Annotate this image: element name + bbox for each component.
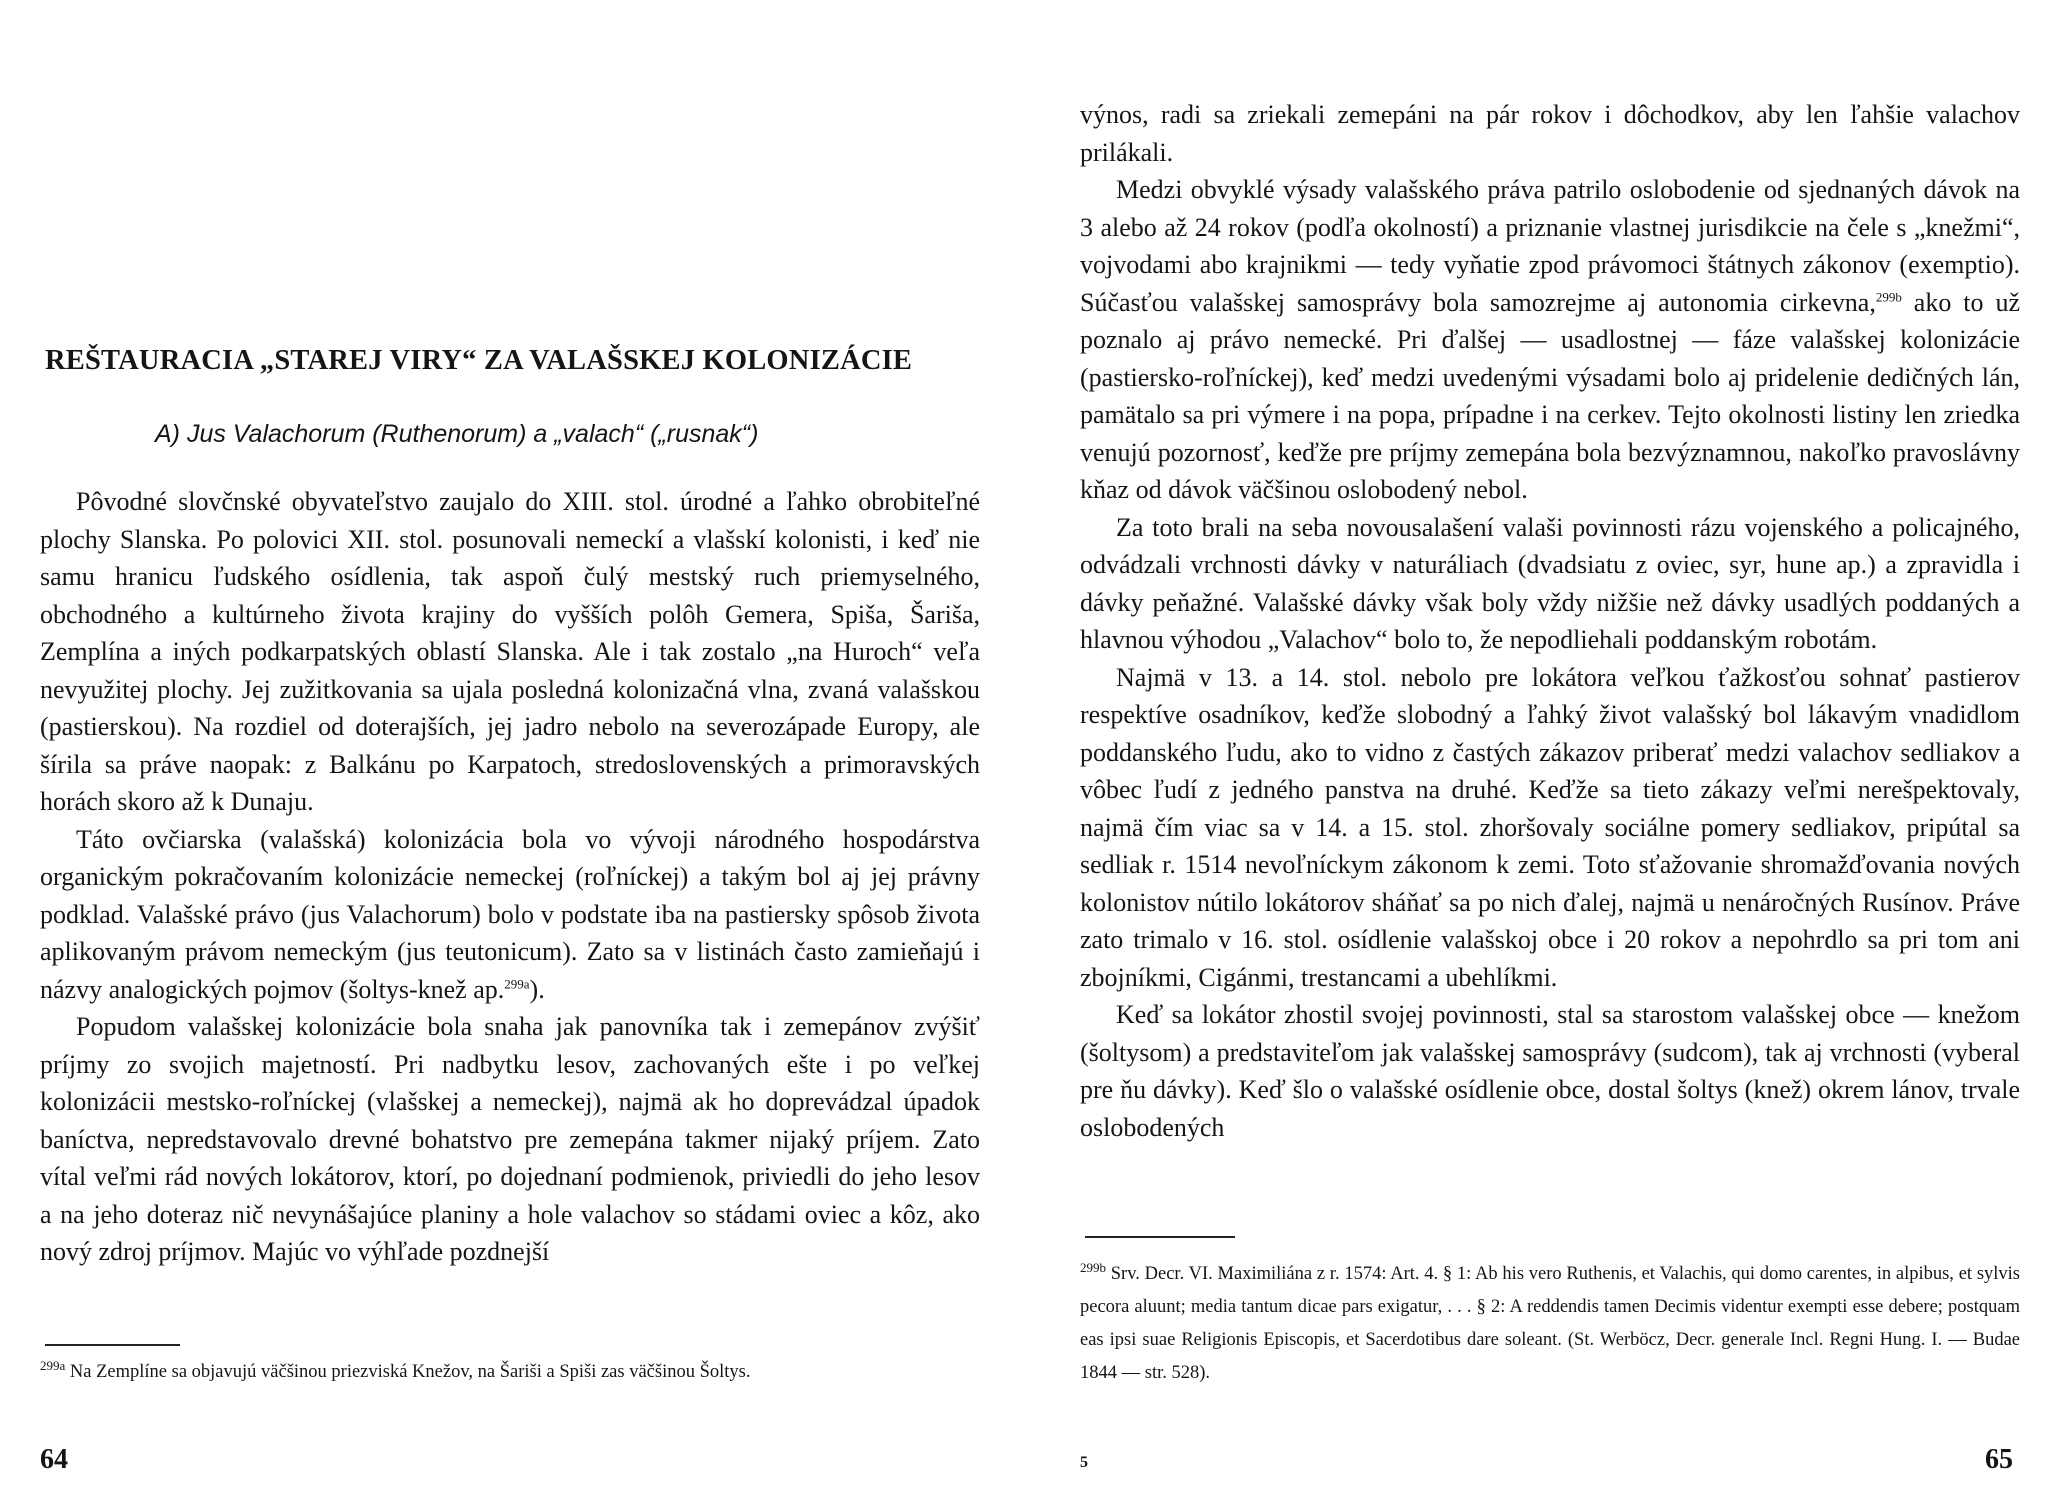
paragraph-text: Medzi obvyklé výsady valašského práva patrilo oslobodenie od sjednaných dávok na 3 alebo až 24 rokov (podľa okolností) a priznanie vlastnej jurisdikcie na čele s „knežmi“, vojvodami abo krajnikmi — tedy vyňatie zpod právomoci štátnych zákonov (exemptio). Súčasťou valašskej samosprávy bola samozrejme aj autonomia cirkevna, bbox=[1080, 175, 2020, 317]
paragraph: Pôvodné slovčnské obyvateľstvo zaujalo do XIII. stol. úrodné a ľahko obrobiteľné plochy Slanska. Po polovici XII. stol. posunovali nemeckí a vlašskí kolonisti, i keď nie samu hranicu ľudského osídlenia, tak aspoň čulý mestský ruch priemyselného, obchodného a kultúrneho života krajiny do vyšších polôh Gemera, Spiša, Šariša, Zemplína a iných podkarpatských oblastí Slanska. Ale i tak zostalo „na Huroch“ veľa nevyužitej plochy. Jej zužitkovania sa ujala posledná kolonizačná vlna, zvaná valašskou (pastierskou). Na rozdiel od doterajších, jej jadro nebolo na severozápade Europy, ale šírila sa práve naopak: z Balkánu po Karpatoch, stredoslovenských a primoravských horách skoro až k Dunaju. bbox=[40, 487, 980, 816]
footnote-mark: 299b bbox=[1080, 1259, 1106, 1275]
printer-signature: 5 bbox=[1080, 1454, 1088, 1471]
left-body-text bbox=[40, 483, 980, 1271]
paragraph: Keď sa lokátor zhostil svojej povinnosti, stal sa starostom valašskej obce — knežom (šoltysom) a predstaviteľom jak valašskej samosprávy (sudcom), tak aj vrchnosti (vyberal pre ňu dávky). Keď šlo o valašské osídlenie obce, dostal šoltys (knež) okrem lánov, trvale oslobodených bbox=[1080, 1000, 2020, 1142]
footnote-text: Srv. Decr. VI. Maximiliána z r. 1574: Art. 4. § 1: Ab his vero Ruthenis, et Valachis, qui domo carentes, in alpibus, et sylvis pecora aluunt; media tantum dicae pars exigatur, . . . § 2: A reddendis tamen Decimis videntur exempti esse debere; postquam eas ipsi suae Religionis Episcopis, et Sacerdotibus dare soleant. (St. Werböcz, Decr. generale Incl. Regni Hung. I. — Budae 1844 — str. 528). bbox=[1080, 1264, 2020, 1383]
left-page bbox=[40, 0, 990, 1500]
page-number: 64 bbox=[40, 1444, 68, 1475]
footnote bbox=[1080, 1258, 2020, 1390]
paragraph-tail: ako to už poznalo aj právo nemecké. Pri ďalšej — usadlostnej — fáze valašskej kolonizácie (pastiersko-roľníckej), keď medzi uvedenými výsadami bolo aj pridelenie dedičných lán, pamätalo sa pri výmere i na popa, prípadne i na cerkev. Tejto okolnosti listiny len zriedka venujú pozornosť, keďže pre príjmy zemepána bola bezvýznamnou, nakoľko pravoslávny kňaz od dávok väčšinou oslobodený nebol. bbox=[1080, 287, 2020, 504]
right-body-text bbox=[1080, 96, 2020, 1146]
footnote-text: Na Zemplíne sa objavujú väčšinou priezviská Knežov, na Šariši a Spiši zas väčšinou Šoltys. bbox=[69, 1362, 751, 1382]
section-subheading: A) Jus Valachorum (Ruthenorum) a „valach“ („rusnak“) bbox=[155, 420, 759, 448]
paragraph: Najmä v 13. a 14. stol. nebolo pre lokátora veľkou ťažkosťou sohnať pastierov respektíve osadníkov, keďže slobodný a ľahký život valašský bol lákavým vnadidlom poddanského ľudu, ako to vidno z častých zákazov priberať medzi valachov sedliakov a vôbec ľudí z jedného panstva na druhé. Keďže sa tieto zákazy veľmi nerešpektovaly, najmä čím viac sa v 14. a 15. stol. zhoršovaly sociálne pomery sedliakov, pripútal sa sedliak r. 1514 nevoľníckym zákonom k zemi. Toto sťažovanie shromažďovania nových kolonistov nútilo lokátorov sháňať sa po nich ďalej, najmä u nenáročných Rusínov. Práve zato trimalo v 16. stol. osídlenie valašskoj obce i 20 rokov a nepohrdlo sa pri tom ani zbojníkmi, Cigánmi, trestancami a ubehlíkmi. bbox=[1080, 662, 2020, 992]
page-number: 65 bbox=[1985, 1444, 2013, 1475]
footnote-reference: 299a bbox=[504, 975, 530, 991]
paragraph: výnos, radi sa zriekali zemepáni na pár rokov i dôchodkov, aby len ľahšie valachov prilákali. bbox=[1080, 100, 2020, 167]
paragraph: Popudom valašskej kolonizácie bola snaha jak panovníka tak i zemepánov zvýšiť príjmy zo svojich majetností. Pri nadbytku lesov, zachovaných ešte i po veľkej kolonizácii mestsko-roľníckej (vlašskej a nemeckej), najmä ak ho doprevádzal úpadok baníctva, nepredstavovalo drevné bohatstvo pre zemepána takmer nijaký príjem. Zato vítal veľmi rád nových lokátorov, ktorí, po dojednaní podmienok, priviedli do jeho lesov a na jeho doteraz nič nevynášajúce planiny a hole valachov so stádami oviec a kôz, ako nový zdroj príjmov. Majúc vo výhľade pozdnejší bbox=[40, 1012, 980, 1266]
footnote bbox=[40, 1356, 980, 1389]
chapter-heading: REŠTAURACIA „STAREJ VIRY“ ZA VALAŠSKEJ KOLONIZÁCIE bbox=[45, 345, 913, 376]
footnote-rule bbox=[45, 1344, 180, 1346]
paragraph: Za toto brali na seba novousalašení valaši povinnosti rázu vojenského a policajného, odvádzali vrchnosti dávky v naturáliach (dvadsiatu z oviec, syr, hune ap.) a zpravidla i dávky peňažné. Valašské dávky však boly vždy nižšie než dávky usadlých poddaných a hlavnou výhodou „Valachov“ bolo to, že nepodliehali poddanským robotám. bbox=[1080, 512, 2020, 654]
paragraph-text: Táto ovčiarska (valašská) kolonizácia bola vo vývoji národného hospodárstva organickým pokračovaním kolonizácie nemeckej (roľníckej) a takým bol aj jej právny podklad. Valašské právo (jus Valachorum) bolo v podstate iba na pastiersky spôsob života aplikovaným právom nemeckým (jus teutonicum). Zato sa v listinách často zamieňajú i názvy analogických pojmov (šoltys-knež ap. bbox=[40, 824, 980, 1004]
paragraph-tail: ). bbox=[529, 974, 545, 1004]
paragraph bbox=[1080, 171, 2020, 509]
paragraph bbox=[40, 821, 980, 1009]
right-page bbox=[1080, 0, 2030, 1500]
footnote-reference: 299b bbox=[1875, 288, 1902, 304]
footnote-mark: 299a bbox=[40, 1357, 66, 1373]
footnote-rule bbox=[1085, 1236, 1235, 1238]
